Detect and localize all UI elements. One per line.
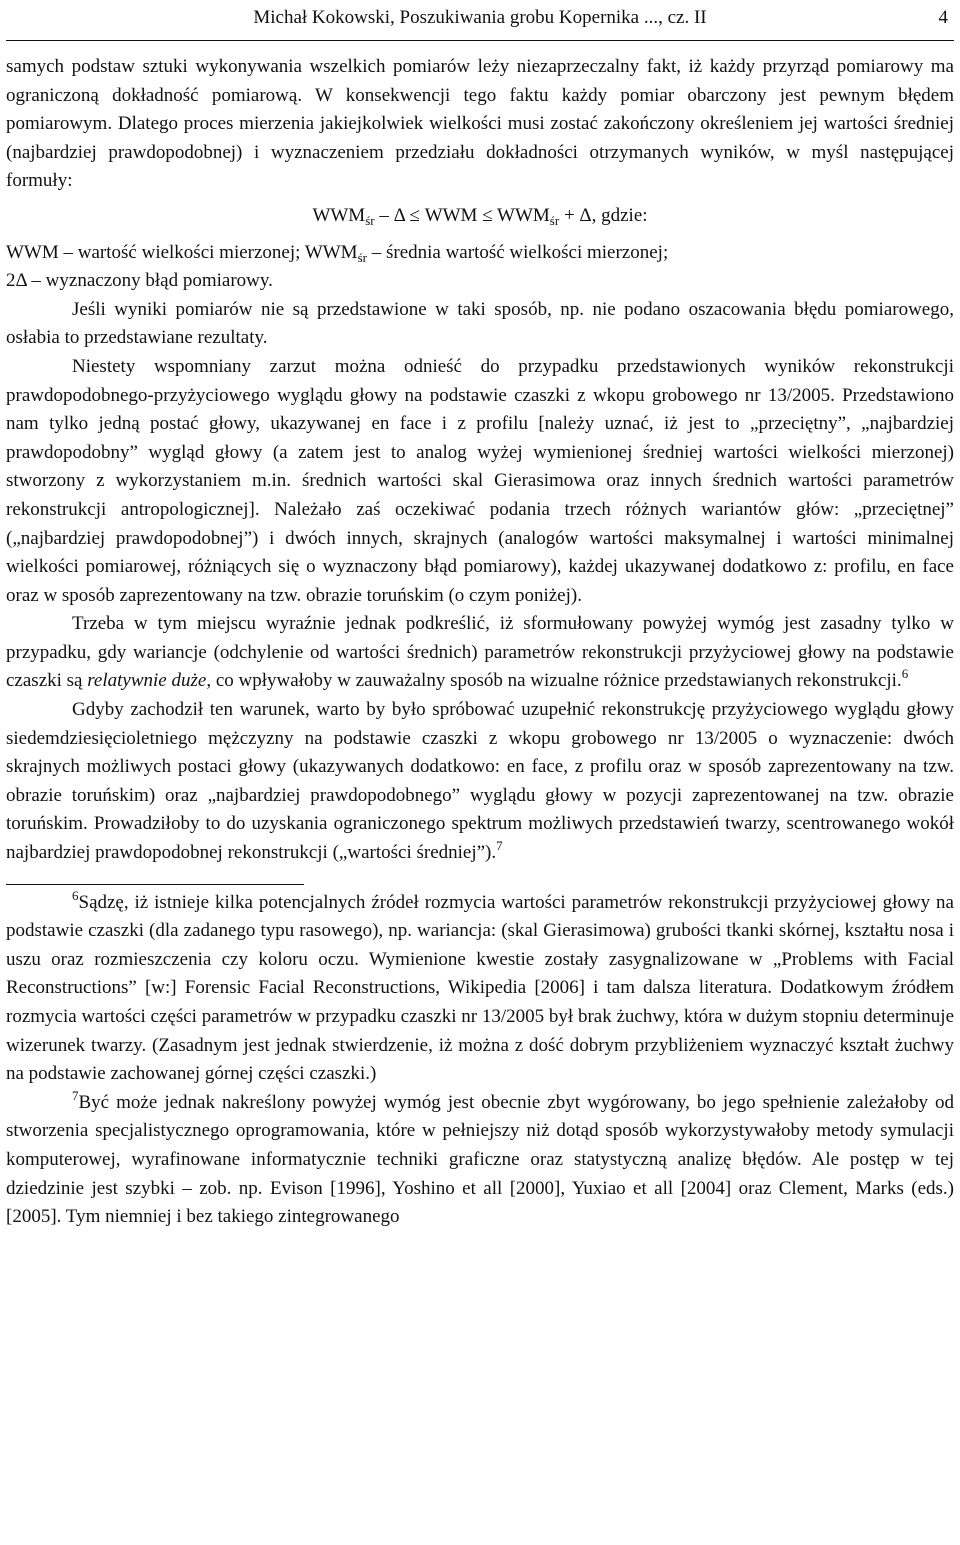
footnote-6: $^6$Sądzę, iż istnieje kilka potencjalnych źródeł rozmycia wartości parametrów rekonstrukcji przyżyciowej głowy na podstawie czaszki (dla zadanego typu rasowego), np. wariancja: (skal Gierasimowa) grubości tkanki skórnej, kształtu nosa i uszu oraz rozmieszczenia czy koloru oczu. Wymienione kwestie zostały zasygnalizowane w „Problems with Facial Reconstructions” [w:] Forensic Facial Reconstructions, Wikipedia [2006] i tam dalsza literatura. Dodatkowym źródłem rozmycia wartości części parametrów w przypadku czaszki nr 13/2005 był brak żuchwy, która w dużym stopniu determinuje wizerunek twarzy. (Zasadnym jest jednak stwierdzenie, iż można z dość dobrym przybliżeniem wyznaczyć kształt żuchwy na podstawie zachowanej górnej części czaszki.) xyxy=(6,887,954,1085)
footnotes xyxy=(6,889,954,1232)
header-rule xyxy=(6,40,954,41)
header-title: Michał Kokowski, Poszukiwania grobu Kopernika ..., cz. II xyxy=(253,7,707,28)
footnote-mark: 6 xyxy=(72,887,79,903)
formula: $WWM_{śr}$ – Δ ≤ WWM ≤ $WWM_{śr} + \Delta$, gdzie: xyxy=(312,204,648,228)
main-text xyxy=(6,53,954,868)
paragraph-niestety: Niestety wspomniany zarzut można odnieść do przypadku przedstawionych wyników rekonstrukcji prawdopodobnego-przyżyciowego wyglądu głowy na podstawie czaszki z wkopu grobowego nr 13/2005. Przedstawiono nam tylko jedną postać głowy, ukazywanej en face i z profilu [należy uznać, iż jest to „przeciętny”, „najbardziej prawdopodobny” wygląd głowy (a zatem jest to analog wyżej wymienionej średniej wartości wielkości mierzonej) stworzony z wykorzystaniem m.in. średnich wartości skal Gierasimowa oraz innych średnich wartości parametrów rekonstrukcji antropologicznej]. Należało zaś oczekiwać podania trzech różnych wariantów głów: „przeciętnej” („najbardziej prawdopodobnej”) i dwóch innych, skrajnych (analogów wartości maksymalnej i wartości minimalnej wielkości pomiarowej, różniących się o wyznaczony błąd pomiarowy), każdej ukazywanej dodatkowo z: profilu, en face oraz w sposób zaprezentowany na tzw. obrazie toruńskim (o czym poniżej). xyxy=(6,355,954,606)
running-header xyxy=(6,0,954,34)
paragraph-gdyby: Gdyby zachodził ten warunek, warto by było spróbować uzupełnić rekonstrukcję przyżyciowego wyglądu głowy siedemdziesięcioletniego mężczyzny na podstawie czaszki z wkopu grobowego nr 13/2005 o wyznaczenie: dwóch skrajnych możliwych postaci głowy (ukazywanych dodatkowo: en face, z profilu oraz w sposób zaprezentowany na tzw. obrazie toruńskim) oraz „najbardziej prawdopodobnego” wyglądu głowy w pozycji zaprezentowanej na tzw. obrazie toruńskim. Prowadziłoby to do uzyskania ograniczonego spektrum możliwych przedstawień twarzy, scentrowanego wokół najbardziej prawdopodobnej rekonstrukcji („wartości średniej”).$^7$ xyxy=(6,699,954,864)
footnote-mark: 7 xyxy=(72,1087,79,1103)
paragraph-trzeba: Trzeba w tym miejscu wyraźnie jednak podkreślić, iż sformułowany powyżej wymóg jest zasadny tylko w przypadku, gdy wariancje (odchylenie od wartości średnich) parametrów rekonstrukcji przyżyciowej głowy na podstawie czaszki są relatywnie duże, co wpływałoby w zauważalny sposób na wizualne różnice przedstawianych rekonstrukcji.$^6$ xyxy=(6,613,954,692)
page-number: 4 xyxy=(938,7,948,28)
footnote-ref-6[interactable]: 6 xyxy=(901,666,909,682)
definition-line: WWM – wartość wielkości mierzonej; $WWM_{śr}$ – średnia wartość wielkości mierzonej; xyxy=(6,241,669,265)
footnote-separator xyxy=(6,884,304,885)
footnote-7: $^7$Być może jednak nakreślony powyżej wymóg jest obecnie zbyt wygórowany, bo jego spełnienie zależałoby od stworzenia specjalistycznego oprogramowania, które w pełniejszy niż dotąd sposób wykorzystywałoby metody symulacji komputerowej, wyrafinowane informatycznie techniki graficzne oraz statystyczną analizę błędów. Ale postęp w tej dziedzinie jest szybki – zob. np. Evison [1996], Yoshino et all [2000], Yuxiao et all [2004] oraz Clement, Marks (eds.) [2005]. Tym niemniej i bez takiego zintegrowanego xyxy=(6,1087,954,1228)
paragraph-results: Jeśli wyniki pomiarów nie są przedstawione w taki sposób, np. nie podano oszacowania błędu pomiarowego, osłabia to przedstawiane rezultaty. xyxy=(6,298,954,349)
paragraph-intro: samych podstaw sztuki wykonywania wszelkich pomiarów leży niezaprzeczalny fakt, iż każdy przyrząd pomiarowy ma ograniczoną dokładność pomiarową. W konsekwencji tego faktu każdy pomiar obarczony jest pewnym błędem pomiarowym. Dlatego proces mierzenia jakiejkolwiek wielkości musi zostać zakończony określeniem jej wartości średniej (najbardziej prawdopodobnej) i wyznaczeniem przedziału dokładności otrzymanych wyników, w myśl następującej formuły: xyxy=(6,56,954,192)
emphasis: relatywnie duże xyxy=(87,670,207,692)
definition-line: 2Δ – wyznaczony błąd pomiarowy. xyxy=(6,270,273,292)
footnote-ref-7[interactable]: 7 xyxy=(496,838,503,854)
formula-definitions xyxy=(6,239,954,296)
